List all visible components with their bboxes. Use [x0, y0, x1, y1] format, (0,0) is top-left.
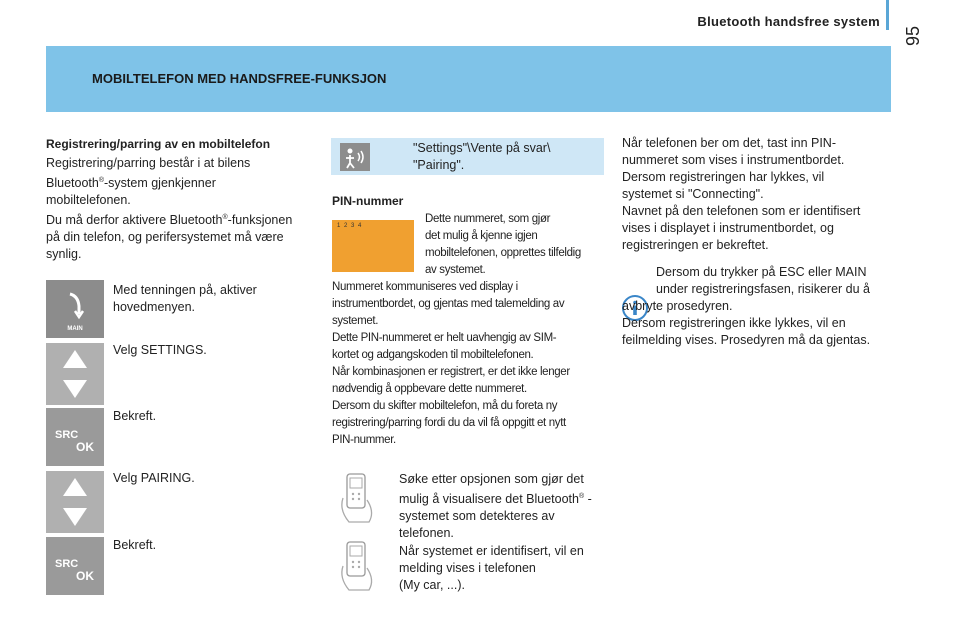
note-text: avbryte prosedyren. Dersom registreringen ikke lykkes, vil en feilmelding vises. Prosedyren må da gjentas.	[622, 299, 871, 347]
phone-hand-icon-2	[335, 538, 381, 594]
step-settings-text: Velg SETTINGS.	[113, 343, 207, 357]
registration-intro: Registrering/parring består i at bilens Bluetooth®-system gjenkjenner mobiltelefonen. Du må derfor aktivere Bluetooth®-funksjonen på din telefon, og perifersystemet må være synlig.	[46, 156, 293, 262]
phone-search-text: Søke etter opsjonen som gjør det mulig å visualisere det Bluetooth® - systemet som detekteres av telefonen.	[399, 472, 592, 541]
src-ok-button	[46, 408, 104, 466]
step-main-text: Med tenningen på, aktiver hovedmenyen.	[113, 283, 257, 314]
arrow-down-icon	[63, 508, 87, 526]
registration-heading: Registrering/parring av en mobiltelefon	[46, 137, 271, 151]
section-title: MOBILTELEFON MED HANDSFREE-FUNKSJON	[92, 71, 387, 86]
voice-text: "Settings"\Vente på svar\ "Pairing".	[413, 141, 551, 172]
phone-hand-icon	[335, 470, 381, 526]
svg-text:MAIN: MAIN	[67, 326, 83, 332]
svg-text:OK: OK	[76, 569, 94, 583]
header-rule	[886, 0, 889, 30]
up-down-buttons	[46, 343, 104, 405]
pin-heading: PIN-nummer	[332, 194, 404, 208]
svg-text:OK: OK	[76, 440, 94, 454]
main-arrow-icon	[46, 280, 104, 338]
step-confirm-text-1: Bekreft.	[113, 409, 157, 423]
pin-body: Nummeret kommuniseres ved display i instrumentbordet, og gjentas med talemelding av systemet. Dette PIN-nummeret er helt uavhengig av SIM- kortet og adgangskoden til mobiltelefonen. Når kombinasjonen er registrert, er det ikke lenger nødvendig å oppbevare dette nummeret. Dersom du skifter mobiltelefon, må du foreta ny registrering/parring fordi du da vil få oppgitt et nytt PIN-nummer.	[332, 281, 570, 446]
arrow-up-icon	[63, 478, 87, 496]
note-text-indent: Dersom du trykker på ESC eller MAIN under registreringsfasen, risikerer du å	[656, 265, 870, 296]
step-confirm-text-2: Bekreft.	[113, 538, 157, 552]
arrow-down-icon	[63, 380, 87, 398]
svg-text:SRC: SRC	[55, 558, 79, 570]
voice-command-icon	[340, 143, 370, 171]
svg-text:SRC: SRC	[55, 429, 79, 441]
page-number: 95	[903, 25, 923, 46]
pin-intro: Dette nummeret, som gjør det mulig å kjenne igjen mobiltelefonen, opprettes tilfeldig av systemet.	[425, 213, 581, 276]
arrow-up-icon	[63, 350, 87, 368]
up-down-buttons-2	[46, 471, 104, 533]
running-header: Bluetooth handsfree system	[697, 14, 880, 29]
step-pairing-text: Velg PAIRING.	[113, 471, 195, 485]
src-ok-button-2	[46, 537, 104, 595]
main-button	[46, 280, 104, 338]
display-digits: 1 2 3 4	[337, 223, 363, 229]
phone-identified-text: Når systemet er identifisert, vil en melding vises i telefonen (My car, ...).	[399, 544, 584, 592]
pin-entry-text: Når telefonen ber om det, tast inn PIN- nummeret som vises i instrumentbordet. Dersom registreringen har lykkes, vil systemet si "Connecting". Navnet på den telefonen som er identifisert vises i displayet i instrumentbordet, og registreringen er bekreftet.	[622, 136, 861, 252]
